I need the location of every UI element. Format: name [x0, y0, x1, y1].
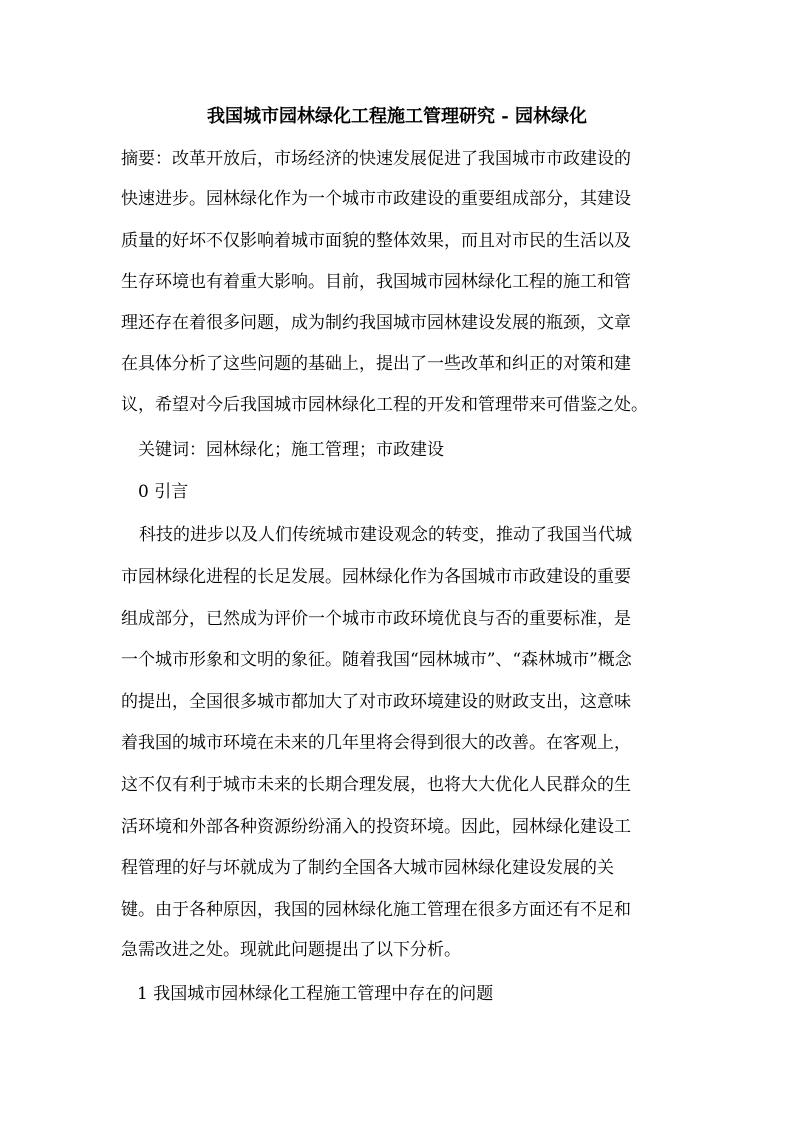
document-title: 我国城市园林绿化工程施工管理研究 - 园林绿化: [206, 106, 587, 127]
section-heading-intro: 0 引言: [138, 482, 189, 502]
intro-line: 键。由于各种原因，我国的园林绿化施工管理在很多方面还有不足和: [121, 900, 631, 920]
intro-line: 市园林绿化进程的长足发展。园林绿化作为各国城市市政建设的重要: [121, 567, 631, 587]
intro-line: 科技的进步以及人们传统城市建设观念的转变，推动了我国当代城: [139, 525, 632, 545]
intro-line: 着我国的城市环境在未来的几年里将会得到很大的改善。在客观上，: [121, 733, 631, 753]
intro-line: 组成部分，已然成为评价一个城市市政环境优良与否的重要标准，是: [121, 609, 631, 629]
intro-line: 的提出，全国很多城市都加大了对市政环境建设的财政支出，这意味: [121, 692, 631, 712]
keywords-line: 关键词：园林绿化；施工管理；市政建设: [138, 440, 444, 460]
intro-line: 一个城市形象和文明的象征。随着我国“园林城市”、“森林城市”概念: [121, 650, 632, 670]
abstract-line: 议，希望对今后我国城市园林绿化工程的开发和管理带来可借鉴之处。: [121, 395, 648, 415]
section-heading-problems: 1 我国城市园林绿化工程施工管理中存在的问题: [137, 984, 494, 1004]
abstract-line: 质量的好坏不仅影响着城市面貌的整体效果，而且对市民的生活以及: [121, 231, 631, 251]
abstract-line: 快速进步。园林绿化作为一个城市市政建设的重要组成部分，其建设: [121, 189, 631, 209]
abstract-line: 理还存在着很多问题，成为制约我国城市园林建设发展的瓶颈，文章: [121, 313, 631, 333]
abstract-line: 摘要：改革开放后，市场经济的快速发展促进了我国城市市政建设的: [121, 149, 631, 169]
intro-line: 急需改进之处。现就此问题提出了以下分析。: [121, 940, 461, 960]
abstract-line: 生存环境也有着重大影响。目前，我国城市园林绿化工程的施工和管: [121, 272, 631, 292]
abstract-line: 在具体分析了这些问题的基础上，提出了一些改革和纠正的对策和建: [121, 354, 631, 374]
intro-line: 活环境和外部各种资源纷纷涌入的投资环境。因此，园林绿化建设工: [121, 817, 631, 837]
intro-line: 程管理的好与坏就成为了制约全国各大城市园林绿化建设发展的关: [121, 858, 614, 878]
intro-line: 这不仅有利于城市未来的长期合理发展，也将大大优化人民群众的生: [121, 775, 631, 795]
